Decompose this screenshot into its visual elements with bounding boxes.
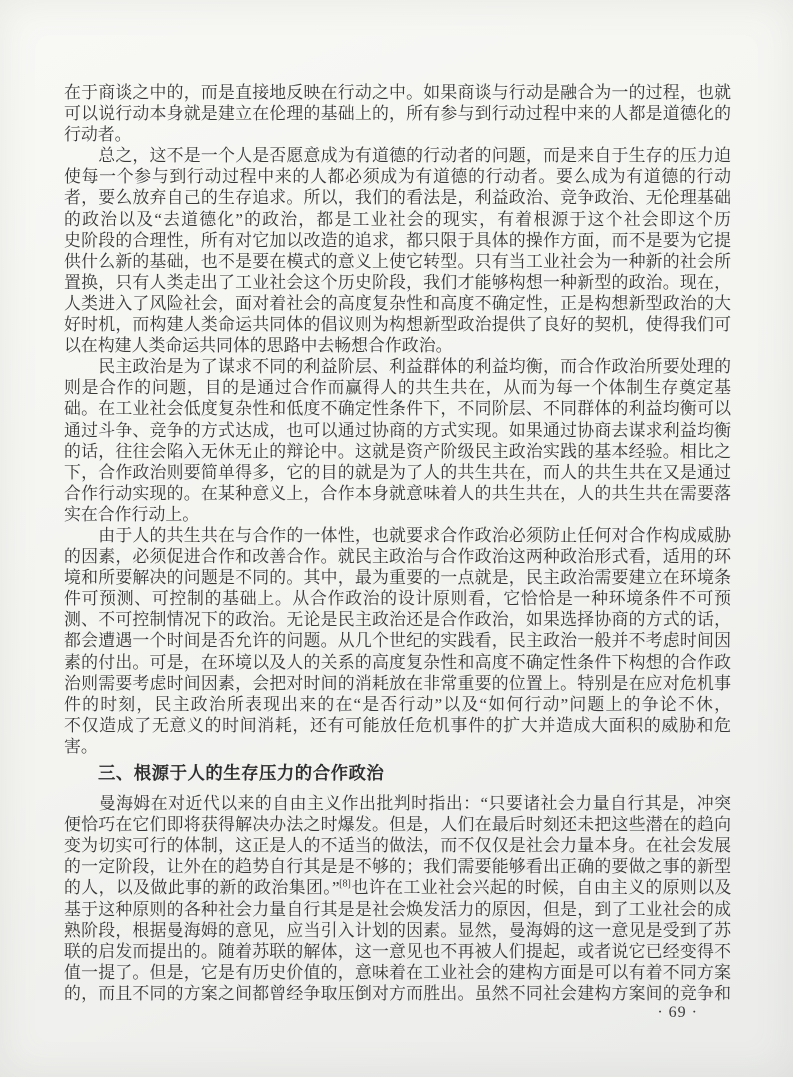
footnote-ref: [8] bbox=[339, 878, 351, 890]
text-line: 的一定阶段，让外在的趋势自行其是是不够的；我们需要能够看出正确的要做之事的新型 bbox=[64, 857, 731, 877]
text-line: 实在合作行动上。 bbox=[64, 504, 200, 524]
text-line: 境和所要解决的问题是不同的。其中，最为重要的一点就是，民主政治需要建立在环境条 bbox=[64, 568, 731, 588]
text-line: 素的付出。可是，在环境以及人的关系的高度复杂性和高度不确定性条件下构想的合作政 bbox=[64, 652, 731, 672]
text-line: 好时机，而构建人类命运共同体的倡议则为构想新型政治提供了良好的契机，使得我们可 bbox=[64, 315, 731, 335]
text-line: 值一提了。但是，它是有历史价值的，意味着在工业社会的建构方面是可以有着不同方案 bbox=[64, 962, 731, 982]
text-line: 通过斗争、竞争的方式达成，也可以通过协商的方式实现。如果通过协商去谋求利益均衡 bbox=[64, 420, 731, 440]
text-line: 件的时刻，民主政治所表现出来的在“是否行动”以及“如何行动”问题上的争论不休， bbox=[64, 694, 731, 714]
text-line: 便恰巧在它们即将获得解决办法之时爆发。但是，人们在最后时刻还未把这些潜在的趋向 bbox=[64, 815, 731, 835]
text-line: 下，合作政治则要简单得多，它的目的就是为了人的共生共在，而人的共生共在又是通过 bbox=[64, 462, 731, 482]
paragraph bbox=[64, 356, 731, 525]
text-line: 者，要么放弃自己的生存追求。所以，我们的看法是，利益政治、竞争政治、无伦理基础 bbox=[64, 188, 731, 208]
paragraph bbox=[64, 793, 731, 1004]
paragraph bbox=[64, 525, 731, 757]
text-line: 总之，这不是一个人是否愿意成为有道德的行动者的问题，而是来自于生存的压力迫 bbox=[64, 146, 731, 166]
text-line: 民主政治是为了谋求不同的利益阶层、利益群体的利益均衡，而合作政治所要处理的 bbox=[64, 357, 731, 377]
text-line: 史阶段的合理性，所有对它加以改造的追求，都只限于具体的操作方面，而不是要为它提 bbox=[64, 230, 731, 250]
text-line: 都会遭遇一个时间是否允许的问题。从几个世纪的实践看，民主政治一般并不考虑时间因 bbox=[64, 631, 731, 651]
page-body-text bbox=[64, 82, 731, 1004]
text-line: 的政治以及“去道德化”的政治，都是工业社会的现实，有着根源于这个社会即这个历 bbox=[64, 209, 731, 229]
text-line: 熟阶段，根据曼海姆的意见，应当引入计划的因素。显然，曼海姆的这一意见是受到了苏 bbox=[64, 920, 731, 940]
text-line: 在于商谈之中的，而是直接地反映在行动之中。如果商谈与行动是融合为一的过程，也就 bbox=[64, 83, 731, 102]
page-number: · 69 · bbox=[657, 1004, 698, 1021]
text-line: 的人，以及做此事的新的政治集团。”[8]也许在工业社会兴起的时候，自由主义的原则以及 bbox=[64, 878, 731, 898]
text-line: 则是合作的问题，目的是通过合作而赢得人的共生共在，从而为每一个体制生存奠定基 bbox=[64, 378, 731, 398]
text-line: 测、不可控制情况下的政治。无论是民主政治还是合作政治，如果选择协商的方式的话， bbox=[64, 610, 731, 630]
text-line: 可以说行动本身就是建立在伦理的基础上的，所有参与到行动过程中来的人都是道德化的 bbox=[64, 104, 731, 124]
text-line: 的，而且不同的方案之间都曾经争取压倒对方而胜出。虽然不同社会建构方案间的竞争和 bbox=[64, 983, 731, 1003]
text-line: 曼海姆在对近代以来的自由主义作出批判时指出：“只要诸社会力量自行其是，冲突 bbox=[64, 794, 731, 814]
text-line: 人类进入了风险社会，面对着社会的高度复杂性和高度不确定性，正是构想新型政治的大 bbox=[64, 293, 731, 313]
text-line: 基于这种原则的各种社会力量自行其是是社会焕发活力的原因，但是，到了工业社会的成 bbox=[64, 899, 731, 919]
text-line: 合作行动实现的。在某种意义上，合作本身就意味着人的共生共在，人的共生共在需要落 bbox=[64, 483, 731, 503]
text-line: 供什么新的基础，也不是要在模式的意义上使它转型。只有当工业社会为一种新的社会所 bbox=[64, 251, 731, 271]
text-line: 础。在工业社会低度复杂性和低度不确定性条件下，不同阶层、不同群体的利益均衡可以 bbox=[64, 399, 731, 419]
paragraph bbox=[64, 145, 731, 356]
text-line: 不仅造成了无意义的时间消耗，还有可能放任危机事件的扩大并造成大面积的威胁和危 bbox=[64, 715, 731, 735]
section-heading: 三、根源于人的生存压力的合作政治 bbox=[98, 763, 385, 783]
text-line: 变为切实可行的体制，这正是人的不适当的做法，而不仅仅是社会力量本身。在社会发展 bbox=[64, 836, 731, 856]
text-line: 害。 bbox=[64, 736, 98, 756]
text-line: 的话，往往会陷入无休无止的辩论中。这就是资产阶级民主政治实践的基本经验。相比之 bbox=[64, 441, 731, 461]
text-line: 的因素，必须促进合作和改善合作。就民主政治与合作政治这两种政治形式看，适用的环 bbox=[64, 547, 731, 567]
text-line: 以在构建人类命运共同体的思路中去畅想合作政治。 bbox=[64, 336, 453, 356]
text-line: 使每一个参与到行动过程中来的人都必须成为有道德的行动者。要么成为有道德的行动 bbox=[64, 167, 731, 187]
text-line: 联的启发而提出的。随着苏联的解体，这一意见也不再被人们提起，或者说它已经变得不 bbox=[64, 941, 731, 961]
text-line: 由于人的共生共在与合作的一体性，也就要求合作政治必须防止任何对合作构成威胁 bbox=[64, 525, 731, 545]
text-line: 置换，只有人类走出了工业社会这个历史阶段，我们才能够构想一种新型的政治。现在， bbox=[64, 272, 731, 292]
paragraph bbox=[64, 82, 731, 145]
text-line: 行动者。 bbox=[64, 125, 132, 145]
text-line: 件可预测、可控制的基础上。从合作政治的设计原则看，它恰恰是一种环境条件不可预 bbox=[64, 589, 731, 609]
text-line: 治则需要考虑时间因素，会把对时间的消耗放在非常重要的位置上。特别是在应对危机事 bbox=[64, 673, 731, 693]
